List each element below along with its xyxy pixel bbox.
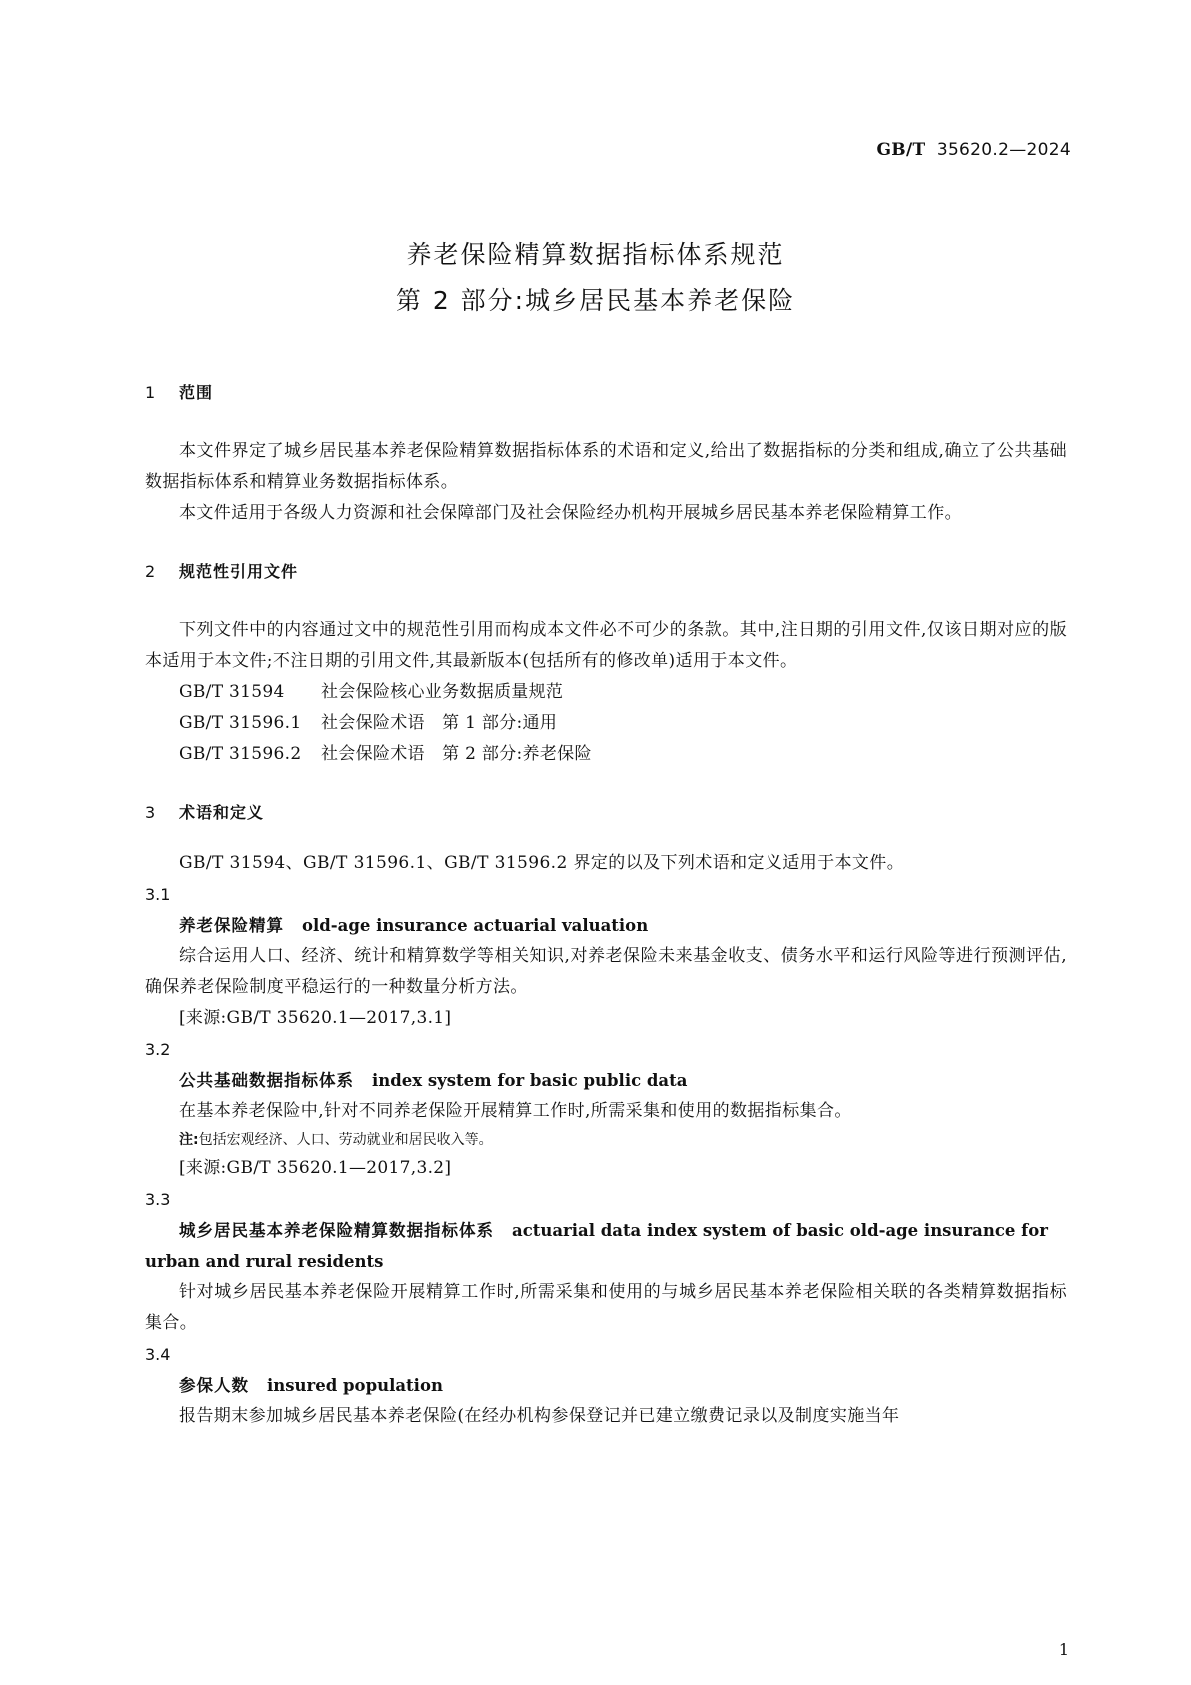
paragraph: 本文件界定了城乡居民基本养老保险精算数据指标体系的术语和定义,给出了数据指标的分类和组成,确立了公共基础数据指标体系和精算业务数据指标体系。 bbox=[145, 441, 1067, 492]
section-number: 3 bbox=[145, 803, 157, 822]
section-title: 规范性引用文件 bbox=[179, 562, 299, 581]
reference-item bbox=[145, 739, 1067, 770]
section-heading-scope bbox=[145, 380, 1067, 406]
term-en: insured population bbox=[267, 1376, 443, 1395]
page-number: 1 bbox=[1058, 1640, 1069, 1659]
term-entry bbox=[145, 1065, 1067, 1096]
reference-title: 社会保险核心业务数据质量规范 bbox=[321, 682, 564, 702]
term-en: index system for basic public data bbox=[372, 1071, 688, 1090]
section-heading-terms bbox=[145, 800, 1067, 826]
term-zh: 参保人数 bbox=[179, 1376, 249, 1395]
reference-item bbox=[145, 677, 1067, 708]
reference-item bbox=[145, 708, 1067, 739]
title-line-1: 养老保险精算数据指标体系规范 bbox=[406, 240, 785, 269]
title-line-2: 第 2 部分:城乡居民基本养老保险 bbox=[395, 286, 796, 315]
term-definition: 综合运用人口、经济、统计和精算数学等相关知识,对养老保险未来基金收支、债务水平和运行风险等进行预测评估,确保养老保险制度平稳运行的一种数量分析方法。 bbox=[145, 946, 1067, 997]
term-definition: 在基本养老保险中,针对不同养老保险开展精算工作时,所需采集和使用的数据指标集合。 bbox=[179, 1101, 852, 1121]
clause-number: 3.4 bbox=[145, 1345, 171, 1364]
term-source: [来源:GB/T 35620.1—2017,3.1] bbox=[179, 1008, 452, 1028]
standard-number-value: 35620.2—2024 bbox=[936, 140, 1071, 160]
term-entry bbox=[145, 910, 1067, 941]
paragraph: GB/T 31594、GB/T 31596.1、GB/T 31596.2 界定的以及下列术语和定义适用于本文件。 bbox=[179, 853, 905, 873]
reference-code: GB/T 31596.1 bbox=[179, 713, 302, 733]
clause-number: 3.3 bbox=[145, 1190, 171, 1209]
term-definition: 报告期末参加城乡居民基本养老保险(在经办机构参保登记并已建立缴费记录以及制度实施当年 bbox=[179, 1406, 900, 1426]
section-number: 2 bbox=[145, 562, 157, 581]
term-zh: 城乡居民基本养老保险精算数据指标体系 bbox=[179, 1221, 494, 1240]
document-body bbox=[145, 380, 1067, 1432]
term-entry bbox=[145, 1370, 1067, 1401]
term-source: [来源:GB/T 35620.1—2017,3.2] bbox=[179, 1158, 452, 1178]
term-entry bbox=[145, 1215, 1067, 1277]
reference-title: 社会保险术语 第 1 部分:通用 bbox=[321, 713, 558, 733]
section-heading-normative-references bbox=[145, 559, 1067, 585]
note-label: 注: bbox=[179, 1132, 199, 1148]
reference-code: GB/T 31596.2 bbox=[179, 744, 302, 764]
section-number: 1 bbox=[145, 383, 157, 402]
clause-number: 3.2 bbox=[145, 1040, 171, 1059]
standard-code: GB/T bbox=[876, 140, 926, 160]
term-en: old-age insurance actuarial valuation bbox=[302, 916, 649, 935]
term-zh: 公共基础数据指标体系 bbox=[179, 1071, 354, 1090]
reference-title: 社会保险术语 第 2 部分:养老保险 bbox=[321, 744, 592, 764]
reference-code: GB/T 31594 bbox=[179, 682, 285, 702]
clause-number: 3.1 bbox=[145, 885, 171, 904]
standard-number bbox=[876, 140, 1071, 160]
note-text: 包括宏观经济、人口、劳动就业和居民收入等。 bbox=[198, 1132, 493, 1148]
term-en: actuarial data index system of basic old-age insurance for urban and rural residents bbox=[145, 1221, 1048, 1271]
term-zh: 养老保险精算 bbox=[179, 916, 284, 935]
section-title: 范围 bbox=[179, 383, 214, 402]
paragraph: 本文件适用于各级人力资源和社会保障部门及社会保险经办机构开展城乡居民基本养老保险精算工作。 bbox=[179, 503, 962, 523]
term-note bbox=[145, 1127, 1067, 1153]
section-title: 术语和定义 bbox=[179, 803, 265, 822]
term-definition: 针对城乡居民基本养老保险开展精算工作时,所需采集和使用的与城乡居民基本养老保险相关联的各类精算数据指标集合。 bbox=[145, 1282, 1067, 1333]
document-title bbox=[0, 232, 1191, 324]
paragraph: 下列文件中的内容通过文中的规范性引用而构成本文件必不可少的条款。其中,注日期的引用文件,仅该日期对应的版本适用于本文件;不注日期的引用文件,其最新版本(包括所有的修改单)适用于本文件。 bbox=[145, 620, 1067, 671]
